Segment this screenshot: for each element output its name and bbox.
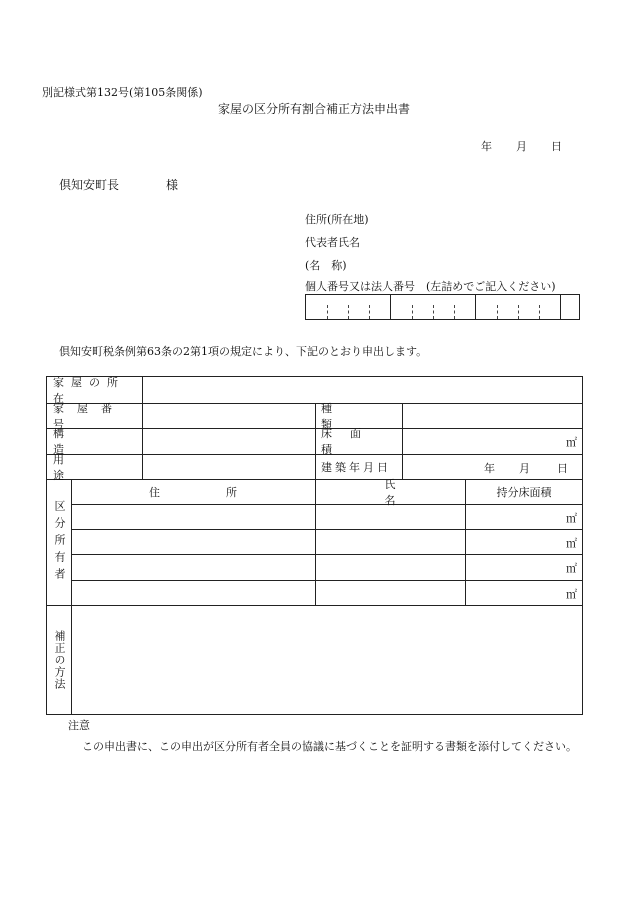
owner-row-3-unit: ㎡ [566, 562, 577, 575]
owner-row-4-unit: ㎡ [566, 588, 577, 601]
date-year-label: 年 [481, 140, 492, 153]
owners-address-header: 住所 [149, 485, 303, 499]
address-label: 住所(所在地) [305, 213, 369, 226]
name-label: (名 称) [305, 259, 347, 272]
built-day-unit: 日 [557, 462, 568, 475]
built-date-label: 建築年月日 [321, 460, 391, 474]
floor-area-unit: ㎡ [566, 436, 577, 449]
owner-row-2-unit: ㎡ [566, 537, 577, 550]
built-year-unit: 年 [484, 462, 495, 475]
id-number-label: 個人番号又は法人番号 (左詰めでご記入ください) [305, 280, 556, 293]
owner-row-1-unit: ㎡ [566, 512, 577, 525]
form-number: 別記様式第132号(第105条関係) [42, 86, 203, 99]
addressee-honorific: 様 [166, 178, 179, 192]
owners-label: 区分所有者 [53, 499, 66, 585]
method-label: 補正の方法 [53, 630, 66, 690]
notes-heading: 注意 [68, 719, 90, 732]
type-label: 種類 [321, 401, 376, 431]
structure-label: 構造 [53, 427, 122, 456]
notes-text: この申出書に、この申出が区分所有者全員の協議に基づくことを証明する書類を添付してください。 [82, 740, 577, 753]
owners-share-area-header: 持分床面積 [496, 485, 552, 499]
date-month-label: 月 [516, 140, 527, 153]
page-title: 家屋の区分所有割合補正方法申出書 [218, 102, 411, 116]
built-month-unit: 月 [519, 462, 530, 475]
addressee-name: 倶知安町長 [59, 178, 120, 192]
id-number-boxes[interactable] [305, 294, 580, 320]
date-day-label: 日 [551, 140, 562, 153]
floor-area-label: 床面積 [321, 427, 379, 456]
location-label: 家屋の所在 [53, 376, 125, 405]
representative-label: 代表者氏名 [305, 236, 360, 249]
use-label: 用途 [53, 452, 122, 482]
owners-name-header: 氏名 [384, 477, 484, 507]
property-table [46, 376, 583, 715]
statement-text: 倶知安町税条例第63条の2第1項の規定により、下記のとおり申出します。 [59, 345, 428, 358]
house-number-label: 家屋番号 [53, 401, 125, 431]
